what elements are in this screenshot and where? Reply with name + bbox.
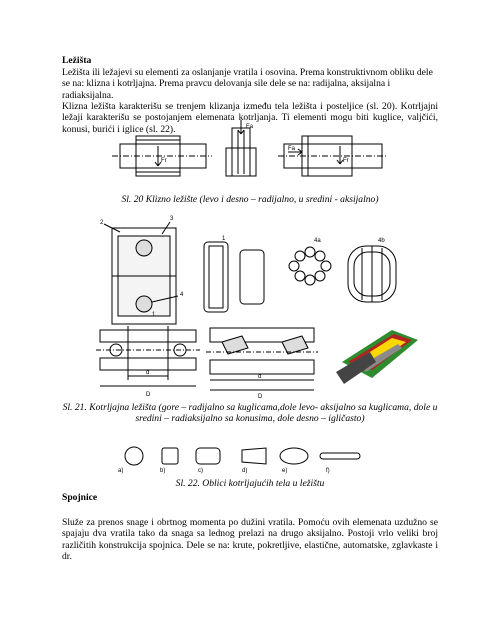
label-b: b) bbox=[160, 468, 166, 474]
figure-21-caption: Sl. 21. Kotrljajna ležišta (gore – radijalno sa kuglicama,dole levo- aksijalno sa kuglicama, dole u sredini – radiaksijalno sa konusima, dole desno – igličasto) bbox=[62, 402, 438, 425]
label-fa-middle: Fa bbox=[246, 124, 254, 130]
label-c: c) bbox=[198, 468, 203, 474]
label-d-left: d bbox=[146, 370, 150, 376]
figure-22-caption: Sl. 22. Oblici kotrljajućih tela u ležištu bbox=[175, 478, 325, 489]
label-4b: 4b bbox=[378, 238, 385, 244]
figure-21-rolling-bearings bbox=[92, 212, 422, 398]
figure-22-rolling-elements bbox=[116, 440, 366, 474]
label-f: f) bbox=[326, 468, 330, 474]
label-fr-right: Fr bbox=[343, 158, 349, 164]
label-4: 4 bbox=[180, 292, 184, 298]
label-2: 2 bbox=[100, 220, 104, 226]
label-D-left: D bbox=[146, 392, 151, 398]
label-fa-right: Fa bbox=[288, 146, 296, 152]
paragraph-rolling: Klizna ležišta karakterišu se trenjem klizanja između tela ležišta i posteljice (sl. 20). Kotrljajni ležaji karakterišu se postojanjem elemenata kotrljanja. Ti elementi mogu biti kuglice, valjčići, konusi, burići i iglice (sl. 22). bbox=[62, 101, 438, 135]
label-d: d) bbox=[242, 468, 248, 474]
label-1-top: 1 bbox=[222, 236, 226, 242]
label-D-middle: D bbox=[258, 394, 263, 398]
paragraph-couplings: Služe za prenos snage i obrtnog momenta po dužini vratila. Pomoću ovih elemenata uzdužno se spajaju dva vratila tako da snaga sa lednog prelazi na drugo aksijalno. Postoji vrlo veliki broj različitih konstrukcija spojnica. Dele se na: krute, pokretljive, elastične, automatske, zglavkaste i dr. bbox=[62, 517, 438, 563]
label-fr-left: Fr bbox=[161, 158, 167, 164]
section-heading-spojnice: Spojnice bbox=[62, 492, 98, 503]
label-a: a) bbox=[118, 468, 124, 474]
figure-20-caption: Sl. 20 Klizno ležište (levo i desno – radijalno, u sredini - aksijalno) bbox=[121, 194, 379, 205]
label-4a: 4a bbox=[314, 238, 321, 244]
label-d-middle: d bbox=[258, 374, 262, 380]
section-heading-lezista: Ležišta bbox=[62, 55, 92, 66]
paragraph-intro: Ležišta ili ležajevi su elementi za oslanjanje vratila i osovina. Prema konstruktivnom obliku dele se na: klizna i kotrljajna. Prema pravcu delovanja sile dele se na: radijalna, aksijalna i radiaksijalna. bbox=[62, 67, 433, 101]
needle-bearing-image bbox=[336, 330, 418, 384]
label-e: e) bbox=[282, 468, 288, 474]
label-1-bottom: 1 bbox=[152, 312, 156, 318]
figure-20-plain-bearings bbox=[112, 118, 388, 190]
label-3: 3 bbox=[170, 216, 174, 222]
